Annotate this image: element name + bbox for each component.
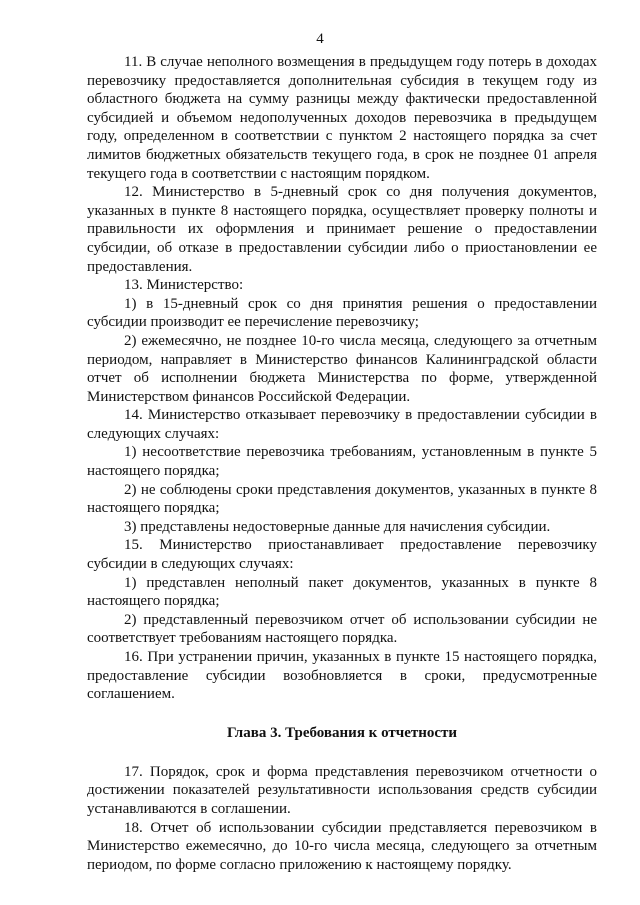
paragraph-13-item-1: 1) в 15-дневный срок со дня принятия решения о предоставлении субсидии производит ее перечисление перевозчику;: [87, 295, 597, 331]
paragraph-15-item-1: 1) представлен неполный пакет документов, указанных в пункте 8 настоящего порядка;: [87, 574, 597, 610]
paragraph-14: 14. Министерство отказывает перевозчику в предоставлении субсидии в следующих случаях:: [87, 407, 597, 442]
paragraph-14-item-1: 1) несоответствие перевозчика требованиям, установленным в пункте 5 настоящего порядка;: [87, 444, 597, 480]
paragraph-13: 13. Министерство:: [124, 277, 244, 294]
chapter-heading: Глава 3. Требования к отчетности: [226, 724, 458, 741]
paragraph-15-item-2: 2) представленный перевозчиком отчет об использовании субсидии не соответствует требованиям настоящего порядка.: [87, 611, 597, 647]
document-body: [87, 53, 597, 874]
page-number: 4: [316, 31, 324, 47]
paragraph-15: 15. Министерство приостанавливает предоставление перевозчику субсидии в следующих случаях:: [87, 537, 597, 573]
paragraph-17: 17. Порядок, срок и форма представления перевозчиком отчетности о достижении показателей результативности использования средств субсидии устанавливаются в соглашении.: [87, 763, 597, 817]
paragraph-13-item-2: 2) ежемесячно, не позднее 10-го числа месяца, следующего за отчетным периодом, направляет в Министерство финансов Калининградской области отчет об исполнении бюджета Министерства по форме, утвержденной Министерством финансов Российской Федерации.: [87, 332, 597, 405]
paragraph-11: 11. В случае неполного возмещения в предыдущем году потерь в доходах перевозчику предоставляется дополнительная субсидия в текущем году из областного бюджета на сумму разницы между фактически предоставленной субсидией и объемом недополученных доходов перевозчика в предыдущем году, определенном в соответствии с пунктом 2 настоящего порядка за счет лимитов бюджетных обязательств текущего года, в срок не позднее 01 апреля текущего года в соответствии с настоящим порядком.: [87, 54, 597, 182]
paragraph-14-item-3: 3) представлены недостоверные данные для начисления субсидии.: [124, 518, 551, 535]
paragraph-12: 12. Министерство в 5-дневный срок со дня получения документов, указанных в пункте 8 настоящего порядка, осуществляет проверку полноты и правильности их оформления и принимает решение о предоставлении субсидии, об отказе в предоставлении субсидии либо о приостановлении ее предоставления.: [87, 184, 597, 275]
paragraph-16: 16. При устранении причин, указанных в пункте 15 настоящего порядка, предоставление субсидии возобновляется в сроки, предусмотренные соглашением.: [87, 649, 597, 703]
paragraph-14-item-2: 2) не соблюдены сроки представления документов, указанных в пункте 8 настоящего порядка;: [87, 481, 597, 517]
paragraph-18: 18. Отчет об использовании субсидии представляется перевозчиком в Министерство ежемесячно, до 10-го числа месяца, следующего за отчетным периодом, по форме согласно приложению к настоящему порядку.: [87, 819, 597, 873]
